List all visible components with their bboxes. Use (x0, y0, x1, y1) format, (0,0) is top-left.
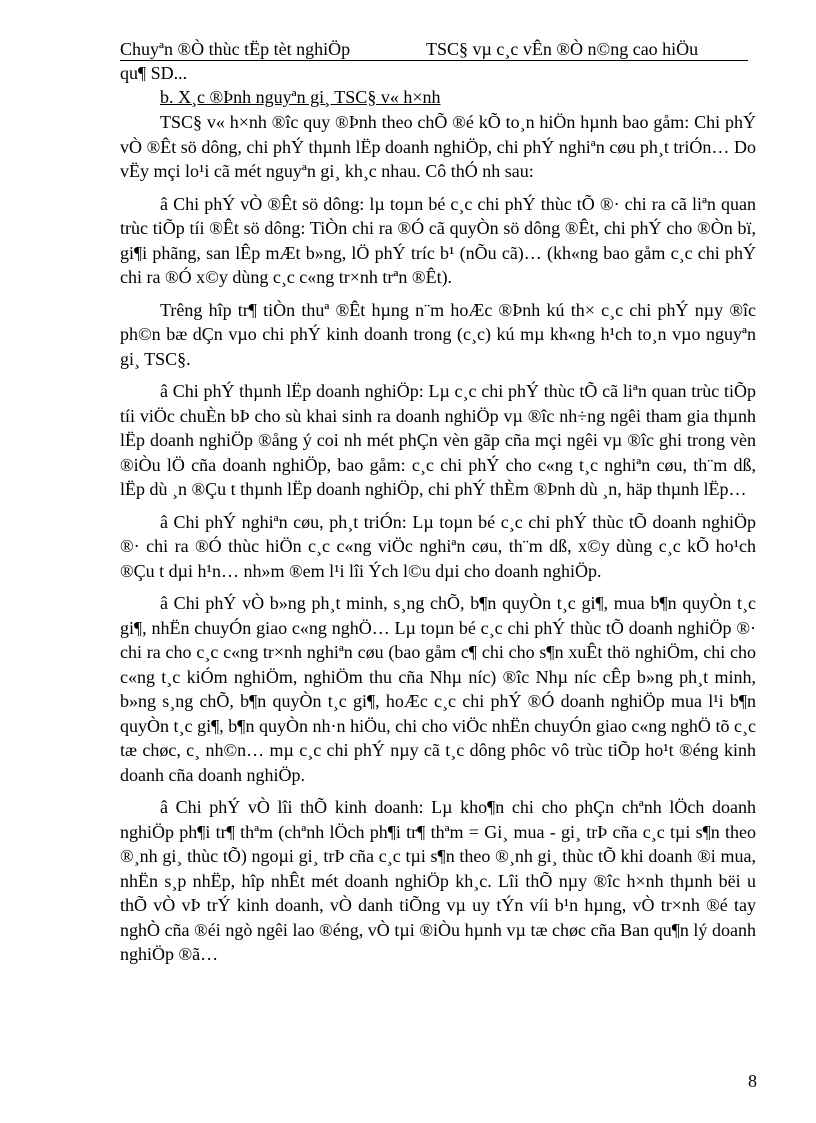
paragraph: â Chi phÝ nghiªn cøu, ph¸t triÓn: Lµ toµn bé c¸c chi phÝ thùc tÕ doanh nghiÖp ®· chi ra ®Ó thùc hiÖn c¸c c«ng viÖc nghiªn cøu, th¨m dß, x©y dùng c¸c kÕ ho¹ch ®Çu t dµi h¹n… nh»m ®em l¹i lîi Ých l©u dµi cho doanh nghiÖp. (120, 511, 756, 581)
header-left-text: Chuyªn ®Ò thùc tËp tèt nghiÖp (120, 39, 351, 59)
running-header (120, 38, 748, 61)
header-right-text: TSC§ vµ c¸c vÊn ®Ò n©ng cao hiÖu (426, 39, 699, 59)
paragraph: â Chi phÝ thµnh lËp doanh nghiÖp: Lµ c¸c chi phÝ thùc tÕ cã liªn quan trùc tiÕp tíi viÖc chuÈn bÞ cho sù khai sinh ra doanh nghiÖp vµ ®îc nh÷ng ngêi tham gia thµnh lËp doanh nghiÖp ®ång ý coi nh mét phÇn vèn gãp cña mçi ngêi vµ ®îc ghi trong vèn ®iÒu lÖ cña doanh nghiÖp, bao gåm: c¸c chi phÝ cho c«ng t¸c nghiªn cøu, th¨m dß, lËp dù ¸n ®Çu t thµnh lËp doanh nghiÖp, chi phÝ thÈm ®Þnh dù ¸n, häp thµnh lËp… (120, 381, 756, 499)
paragraph: â Chi phÝ vÒ b»ng ph¸t minh, s¸ng chÕ, b¶n quyÒn t¸c gi¶, mua b¶n quyÒn t¸c gi¶, nhËn chuyÓn giao c«ng nghÖ… Lµ toµn bé c¸c chi phÝ thùc tÕ doanh nghiÖp ®· chi ra cho c¸c c«ng tr×nh nghiªn cøu (bao gåm c¶ chi cho s¶n xuÊt thö nghiÖm, chi cho c«ng t¸c kiÓm nghiÖm, nghiÖm thu cña Nhµ níc) ®îc Nhµ níc cÊp b»ng ph¸t minh, b»ng s¸ng chÕ, b¶n quyÒn t¸c gi¶, hoÆc c¸c chi phÝ ®Ó doanh nghiÖp mua l¹i b¶n quyÒn t¸c gi¶, b¶n quyÒn nh·n hiÖu, chi cho viÖc nhËn chuyÓn giao c«ng nghÖ tõ c¸c tæ chøc, c¸ nh©n… mµ c¸c chi phÝ nµy cã t¸c dông phôc vô trùc tiÕp ho¹t ®éng kinh doanh cña doanh nghiÖp. (120, 593, 756, 785)
paragraph: Trêng hîp tr¶ tiÒn thuª ®Êt hµng n¨m hoÆc ®Þnh kú th× c¸c chi phÝ nµy ®îc ph©n bæ dÇn vµo chi phÝ kinh doanh trong (c¸c) kú mµ kh«ng h¹ch to¸n vµo nguyªn gi¸ TSC§. (120, 299, 756, 369)
body-text (120, 110, 756, 975)
paragraph: â Chi phÝ vÒ lîi thÕ kinh doanh: Lµ kho¶n chi cho phÇn chªnh lÖch doanh nghiÖp ph¶i tr¶ thªm (chªnh lÖch ph¶i tr¶ thªm = Gi¸ mua - gi¸ trÞ cña c¸c tµi s¶n theo ®¸nh gi¸ thùc tÕ) ngoµi gi¸ trÞ cña c¸c tµi s¶n theo ®¸nh gi¸ thùc tÕ khi doanh ®i mua, nhËn s¸p nhËp, hîp nhÊt mét doanh nghiÖp kh¸c. Lîi thÕ nµy ®îc h×nh thµnh bëi u thÕ vÒ vÞ trÝ kinh doanh, vÒ danh tiÕng vµ uy tÝn víi b¹n hµng, vÒ tr×nh ®é tay nghÒ cña ®éi ngò ngêi lao ®éng, vÒ tµi ®iÒu hµnh vµ tæ chøc cña Ban qu¶n lý doanh nghiÖp ®ã… (120, 797, 756, 964)
page-number: 8 (748, 1071, 757, 1091)
paragraph: TSC§ v« h×nh ®îc quy ®Þnh theo chÕ ®é kÕ to¸n hiÖn hµnh bao gåm: Chi phÝ vÒ ®Êt sö dông, chi phÝ thµnh lËp doanh nghiÖp, chi phÝ nghiªn cøu ph¸t triÓn… Do vËy mçi lo¹i cã mét nguyªn gi¸ kh¸c nhau. Cô thÓ nh sau: (120, 112, 756, 181)
paragraph: â Chi phÝ vÒ ®Êt sö dông: lµ toµn bé c¸c chi phÝ thùc tÕ ®· chi ra cã liªn quan trùc tiÕp tíi ®Êt sö dông: TiÒn chi ra ®Ó cã quyÒn sö dông ®Êt, chi phÝ cho ®Òn bï, gi¶i phãng, san lÊp mÆt b»ng, lÖ phÝ tríc b¹ (nÕu cã)… (kh«ng bao gåm c¸c chi phÝ chi ra ®Ó x©y dùng c¸c c«ng tr×nh trªn ®Êt). (120, 193, 756, 287)
header-continuation: qu¶ SD... (120, 63, 188, 83)
section-subtitle: b. X¸c ®Þnh nguyªn gi¸ TSC§ v« h×nh (160, 87, 441, 107)
